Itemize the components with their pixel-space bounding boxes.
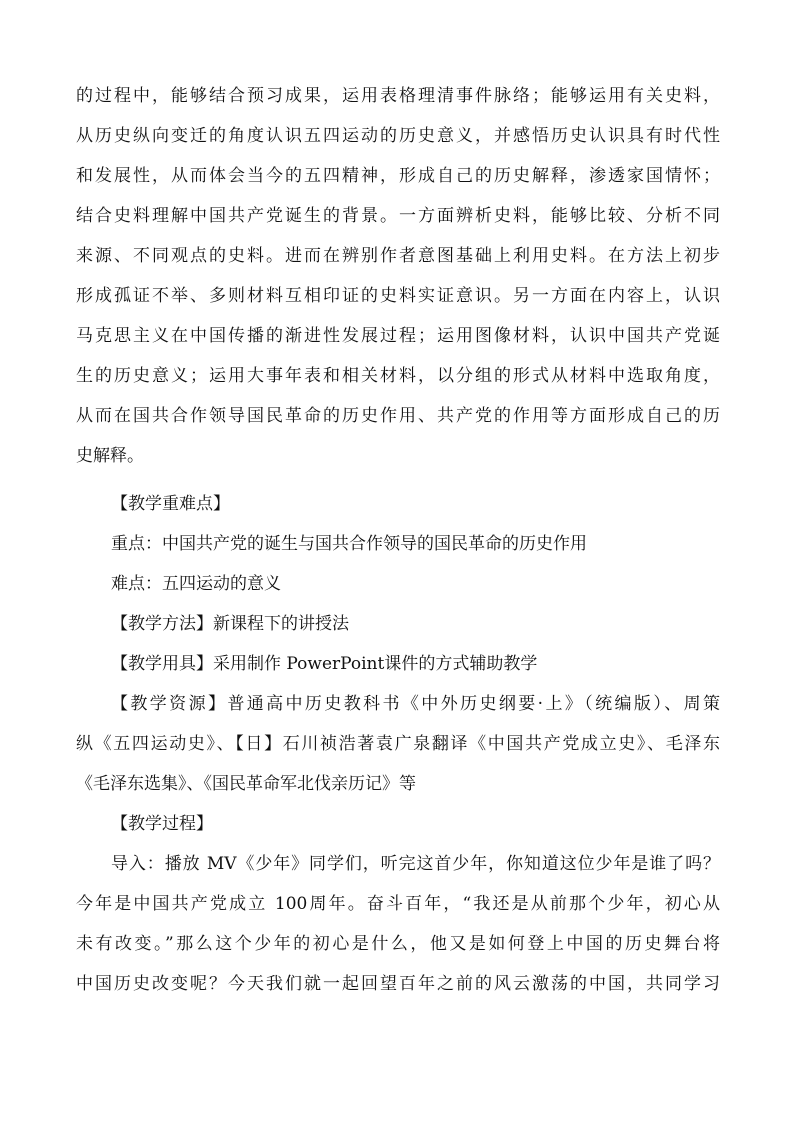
text-line: 和发展性，从而体会当今的五四精神，形成自己的历史解释，渗透家国情怀； bbox=[76, 166, 720, 186]
document-page bbox=[76, 76, 720, 1004]
process-heading: 【教学过程】 bbox=[111, 814, 213, 834]
process-paragraph bbox=[76, 844, 720, 1004]
text-line: 形成孤证不举、多则材料互相印证的史料实证意识。另一方面在内容上，认识 bbox=[76, 286, 720, 306]
text-line: 今年是中国共产党成立 100周年。奋斗百年，“我还是从前那个少年，初心从 bbox=[76, 894, 720, 914]
text-line: 从历史纵向变迁的角度认识五四运动的历史意义，并感悟历史认识具有时代性 bbox=[76, 126, 720, 146]
text-line: 结合史料理解中国共产党诞生的背景。一方面辨析史料，能够比较、分析不同 bbox=[76, 206, 720, 226]
teaching-method: 【教学方法】新课程下的讲授法 bbox=[111, 614, 349, 634]
text-line: 导入：播放 MV《少年》同学们，听完这首少年，你知道这位少年是谁了吗？ bbox=[111, 854, 720, 874]
text-line: 的过程中，能够结合预习成果，运用表格理清事件脉络；能够运用有关史料， bbox=[76, 86, 720, 106]
key-point-focus: 重点：中国共产党的诞生与国共合作领导的国民革命的历史作用 bbox=[111, 534, 587, 554]
text-line: 生的历史意义；运用大事年表和相关材料，以分组的形式从材料中选取角度， bbox=[76, 366, 720, 386]
text-line: 《毛泽东选集》、《国民革命军北伐亲历记》等 bbox=[76, 774, 416, 794]
text-line: 纵《五四运动史》、【日】石川祯浩著袁广泉翻译《中国共产党成立史》、毛泽东 bbox=[76, 734, 720, 754]
text-line: 马克思主义在中国传播的渐进性发展过程；运用图像材料，认识中国共产党诞 bbox=[76, 326, 720, 346]
text-line: 中国历史改变呢？今天我们就一起回望百年之前的风云激荡的中国，共同学习 bbox=[76, 974, 720, 994]
text-line: 【教学资源】普通高中历史教科书《中外历史纲要·上》（统编版）、周策 bbox=[111, 694, 720, 714]
key-point-difficulty: 难点：五四运动的意义 bbox=[111, 574, 281, 594]
teaching-resources bbox=[76, 684, 720, 804]
key-points-heading: 【教学重难点】 bbox=[111, 494, 230, 514]
text-line: 史解释。 bbox=[76, 446, 144, 466]
text-line: 未有改变。”那么这个少年的初心是什么，他又是如何登上中国的历史舞台将 bbox=[76, 934, 720, 954]
text-line: 从而在国共合作领导国民革命的历史作用、共产党的作用等方面形成自己的历 bbox=[76, 406, 720, 426]
objectives-paragraph bbox=[76, 76, 720, 476]
teaching-tools: 【教学用具】采用制作 PowerPoint课件的方式辅助教学 bbox=[111, 654, 538, 674]
text-line: 来源、不同观点的史料。进而在辨别作者意图基础上利用史料。在方法上初步 bbox=[76, 246, 720, 266]
